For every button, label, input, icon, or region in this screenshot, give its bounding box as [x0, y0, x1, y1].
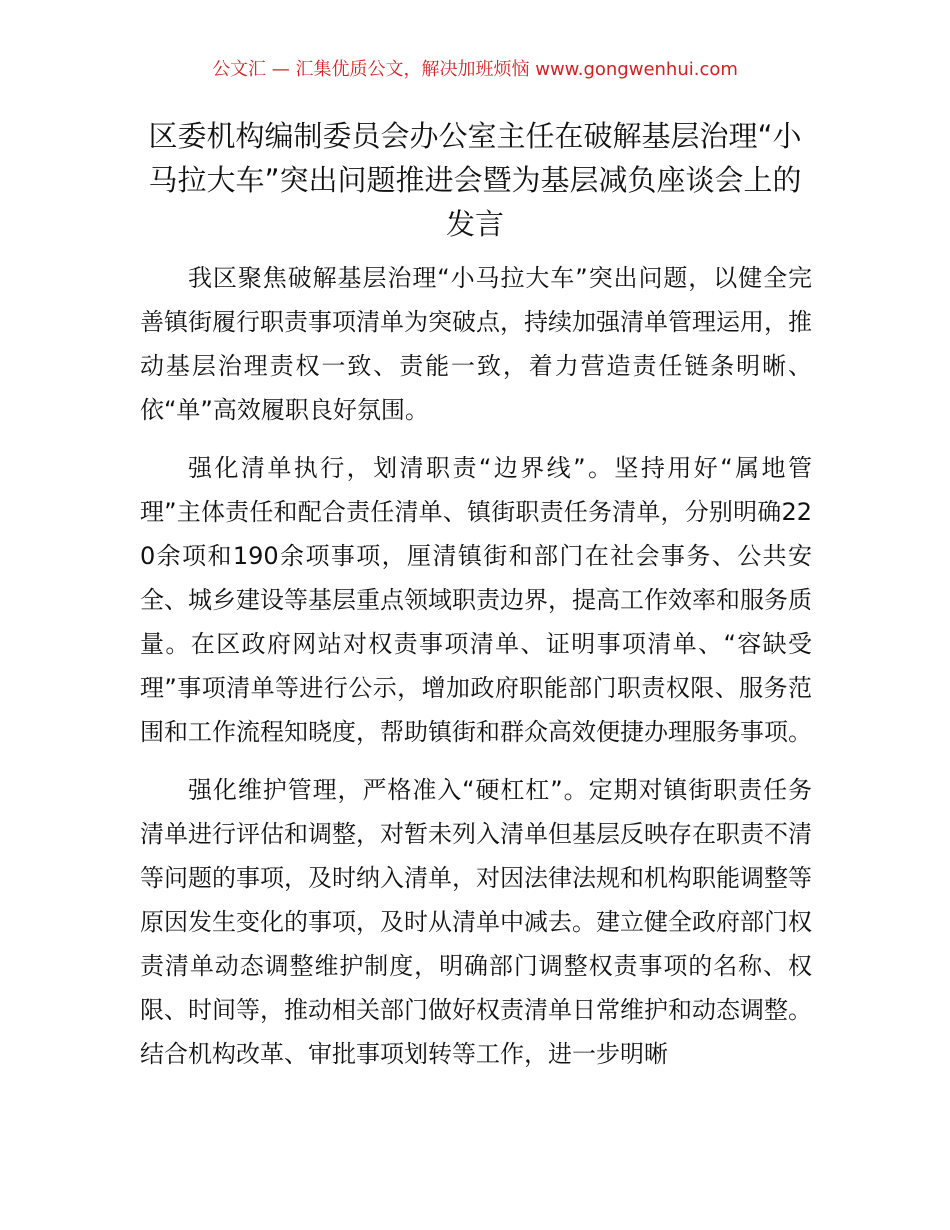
document-title: 区委机构编制委员会办公室主任在破解基层治理“小马拉大车”突出问题推进会暨为基层减负座谈会上的发言: [148, 119, 802, 241]
paragraph-intro: 我区聚焦破解基层治理“小马拉大车”突出问题，以健全完善镇街履行职责事项清单为突破点，持续加强清单管理运用，推动基层治理责权一致、责能一致，着力营造责任链条明晰、依“单”高效履职良好氛围。: [140, 264, 812, 424]
document-body: [140, 256, 812, 1090]
paragraph-list-execution: 强化清单执行，划清职责“边界线”。坚持用好“属地管理”主体责任和配合责任清单、镇街职责任务清单，分别明确220余项和190余项事项，厘清镇街和部门在社会事务、公共安全、城乡建设等基层重点领域职责边界，提高工作效率和服务质量。在区政府网站对权责事项清单、证明事项清单、“容缺受理”事项清单等进行公示，增加政府职能部门职责权限、服务范围和工作流程知晓度，帮助镇街和群众高效便捷办理服务事项。: [140, 454, 812, 746]
site-header-banner: 公文汇 — 汇集优质公文，解决加班烦恼 www.gongwenhui.com: [212, 59, 738, 80]
paragraph-maintenance: 强化维护管理，严格准入“硬杠杠”。定期对镇街职责任务清单进行评估和调整，对暂未列入清单但基层反映存在职责不清等问题的事项，及时纳入清单，对因法律法规和机构职能调整等原因发生变化的事项，及时从清单中减去。建立健全政府部门权责清单动态调整维护制度，明确部门调整权责事项的名称、权限、时间等，推动相关部门做好权责清单日常维护和动态调整。结合机构改革、审批事项划转等工作，进一步明晰: [140, 776, 812, 1068]
